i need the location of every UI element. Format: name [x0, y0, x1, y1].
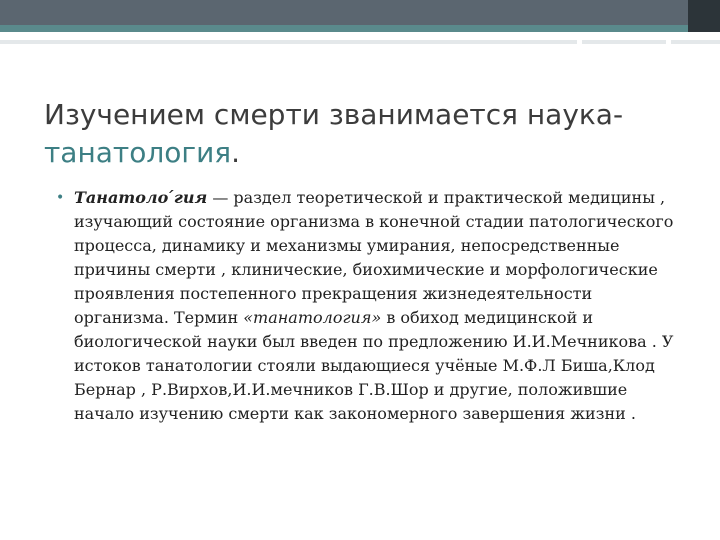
italic-term: «танатология» [243, 308, 382, 327]
bullet-icon: • [56, 190, 65, 206]
term-heading: Танатоло ́гия [74, 188, 208, 207]
header-band [0, 0, 720, 25]
header-corner-block [688, 0, 720, 32]
divider-line [582, 40, 666, 44]
divider-line [0, 40, 577, 44]
header-accent-band [0, 25, 720, 32]
body-paragraph [56, 186, 684, 426]
slide-title [44, 96, 684, 172]
title-main: Изучением смерти званимается наука- [44, 98, 624, 131]
title-end: . [231, 136, 241, 169]
body-text-1: — раздел теоретической и практической медицины , изучающий состояние организма в конечной стадии патологического процесса, динамику и механизмы умирания, непосредственные причины смерти , клинические, биохимические и морфологические проявления постепенного прекращения жизнедеятельности организма. Термин [74, 188, 674, 327]
divider-line [671, 40, 720, 44]
body-text-2: в обиход медицинской и биологической науки был введен по предложению И.И.Мечникова . У истоков танатологии стояли выдающиеся учёные М.Ф.Л Биша,Клод Бернар , Р.Вирхов,И.И.мечников Г.В.Шор и другие, положившие начало изучению смерти как закономерного завершения жизни . [74, 308, 674, 423]
title-accent-word: танатология [44, 136, 232, 169]
